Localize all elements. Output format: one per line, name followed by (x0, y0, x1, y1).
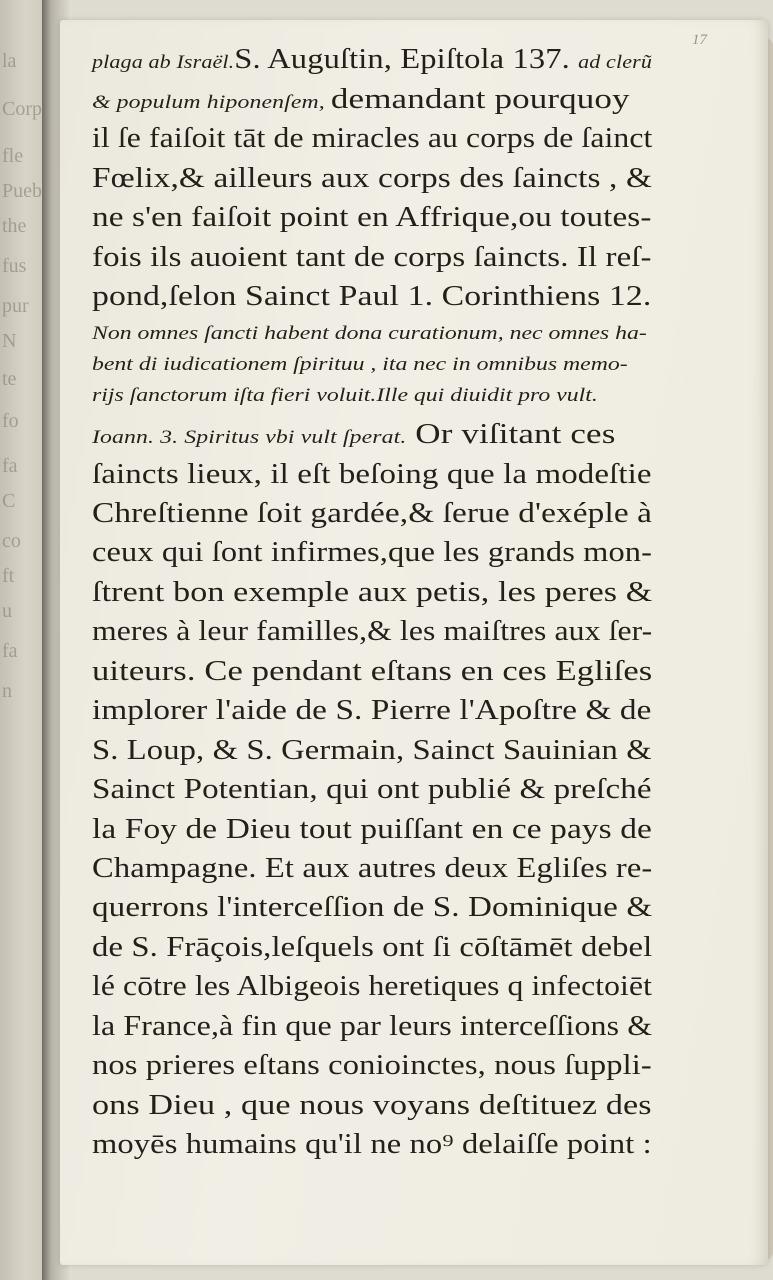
roman-segment: la France,à fin que par leurs interceſſions & (92, 1011, 653, 1042)
roman-segment: querrons l'interceſſion de S. Dominique & (92, 892, 653, 923)
roman-segment: S. Loup, & S. Germain, Sainct Sauinian & (92, 735, 652, 766)
italic-segment: & populum hiponenſem, (92, 92, 331, 113)
facing-page-fragment: te (2, 368, 17, 390)
text-line (92, 577, 652, 609)
roman-segment: implorer l'aide de S. Pierre l'Apoſtre & de (92, 695, 652, 726)
facing-page-fragment: ft (2, 565, 15, 587)
roman-segment: moyēs humains qu'il ne no⁹ delaiſſe point : (92, 1129, 652, 1160)
roman-segment: nos prieres eſtans conioinctes, nous ſuppli- (92, 1050, 652, 1081)
facing-page-fragment: Corp (2, 98, 42, 120)
text-line (92, 202, 652, 234)
text-line (92, 971, 652, 1003)
text-line (92, 323, 647, 345)
text-line (92, 616, 652, 648)
text-line (92, 1011, 652, 1043)
facing-page-fragment: fa (2, 640, 18, 662)
facing-page-fragment: n (2, 680, 12, 702)
roman-segment: il ſe faiſoit tāt de miracles au corps de ſainct (92, 123, 653, 154)
roman-segment: Or viſitant ces (406, 419, 616, 450)
italic-segment: rijs ſanctorum iſta fieri voluit.Ille qui diuidit pro vult. (92, 385, 598, 406)
italic-segment: Non omnes ſancti habent dona curationum, nec omnes ha- (92, 323, 647, 344)
roman-segment: pond,ſelon Sainct Paul 1. Corinthiens 12. (92, 281, 652, 312)
text-line (92, 892, 652, 924)
text-line (92, 537, 652, 569)
roman-segment: la Foy de Dieu tout puiſſant en ce pays de (92, 814, 652, 845)
text-line (92, 498, 652, 530)
text-line (92, 814, 652, 846)
roman-segment: S. Auguſtin, Epiſtola 137. (234, 44, 579, 75)
facing-page-fragment: fa (2, 455, 18, 477)
text-line (92, 1050, 652, 1082)
text-line (92, 853, 652, 885)
italic-segment: Ioann. 3. Spiritus vbi vult ſperat. (92, 427, 407, 448)
roman-segment: Chreſtienne ſoit gardée,& ſerue d'exéple à (92, 498, 653, 529)
text-line (92, 84, 630, 116)
text-line (92, 459, 652, 491)
text-line (92, 1090, 652, 1122)
roman-segment: ceux qui ſont infirmes,que les grands mon- (92, 537, 652, 568)
italic-segment: plaga ab Israël. (92, 52, 235, 73)
facing-page-edge (0, 0, 46, 1280)
facing-page-fragment: Pueb (2, 180, 42, 202)
roman-segment: ſtrent bon exemple aux petis, les peres & (92, 577, 653, 608)
italic-segment: ad clerũ (578, 52, 652, 73)
facing-page-fragment: fo (2, 410, 19, 432)
text-line (92, 695, 652, 727)
text-line (92, 242, 652, 274)
text-line (92, 656, 652, 688)
roman-segment: fois ils auoient tant de corps ſaincts. Il reſ- (92, 242, 652, 273)
roman-segment: lé cōtre les Albigeois heretiques q infectoiēt (92, 971, 652, 1002)
text-line (92, 735, 652, 767)
facing-page-fragment: u (2, 600, 12, 622)
roman-segment: uiteurs. Ce pendant eſtans en ces Egliſes (92, 656, 653, 687)
facing-page-fragment: co (2, 530, 21, 552)
facing-page-fragment: la (2, 50, 17, 72)
text-line (92, 1129, 652, 1161)
italic-segment: bent di iudicationem ſpirituu , ita nec in omnibus memo- (92, 354, 628, 375)
roman-segment: demandant pourquoy (330, 84, 630, 115)
text-line (92, 774, 652, 806)
facing-page-fragment: pur (2, 295, 29, 317)
roman-segment: Champagne. Et aux autres deux Egliſes re- (92, 853, 653, 884)
text-line (92, 932, 652, 964)
roman-segment: ne s'en faiſoit point en Affrique,ou toutes- (92, 202, 652, 233)
facing-page-fragment: fus (2, 255, 27, 277)
text-line (92, 419, 615, 451)
roman-segment: Sainct Potentian, qui ont publié & preſché (92, 774, 652, 805)
text-line (92, 163, 652, 195)
text-line (92, 281, 651, 313)
facing-page-fragment: fle (2, 145, 24, 167)
text-line (92, 385, 598, 407)
roman-segment: Fœlix,& ailleurs aux corps des ſaincts , & (92, 163, 653, 194)
text-line (92, 123, 652, 155)
roman-segment: ons Dieu , que nous voyans deſtituez des (92, 1090, 652, 1121)
page-number: 17 (692, 32, 707, 48)
text-line (92, 354, 628, 376)
roman-segment: de S. Frāçois,leſquels ont ſi cōſtāmēt debel (92, 932, 653, 963)
roman-segment: ſaincts lieux, il eſt beſoing que la modeſtie (92, 459, 652, 490)
facing-page-fragment: N (2, 330, 17, 352)
text-line (92, 44, 652, 76)
roman-segment: meres à leur familles,& les maiſtres aux ſer- (92, 616, 653, 647)
facing-page-fragment: the (2, 215, 27, 237)
facing-page-fragment: C (2, 490, 16, 512)
